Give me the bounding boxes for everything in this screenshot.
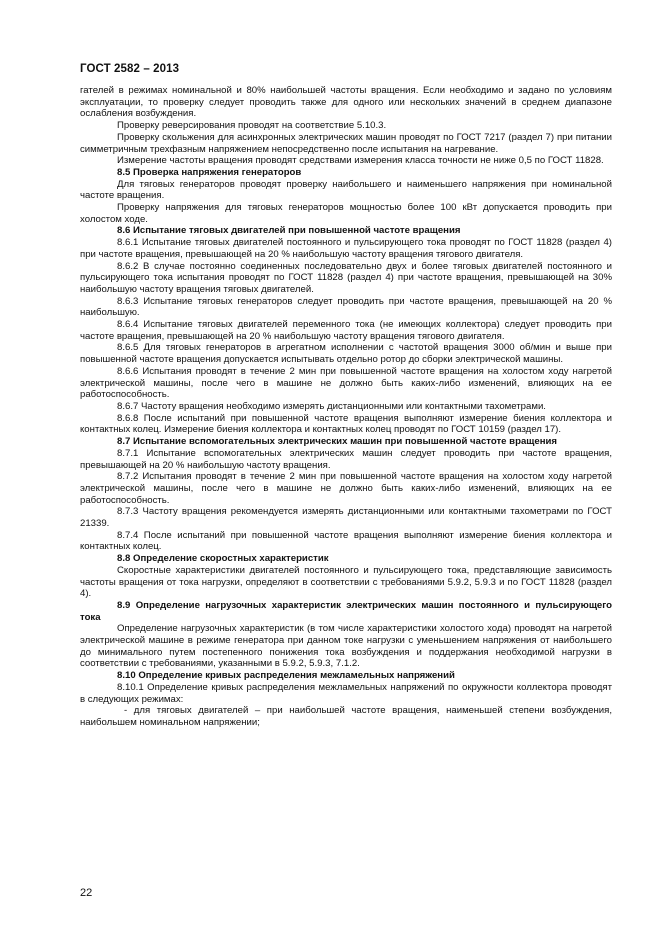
paragraph: 8.6.3 Испытание тяговых генераторов следует проводить при частоте вращения, превышающей на 20 % наибольшую. bbox=[80, 295, 612, 319]
paragraph: Проверку реверсирования проводят на соответствие 5.10.3. bbox=[117, 120, 387, 132]
paragraph: 8.6.8 После испытаний при повышенной частоте вращения выполняют измерение биения коллектора и контактных колец. Измерение биения коллектора и контактных колец проводят по ГОСТ 10159 (раздел 17). bbox=[80, 412, 612, 436]
paragraph: Проверку скольжения для асинхронных электрических машин проводят по ГОСТ 7217 (раздел 7) при питании симметричным трехфазным напряжением непосредственно после испытания на нагревание. bbox=[80, 131, 612, 155]
section-heading: 8.10 Определение кривых распределения межламельных напряжений bbox=[117, 670, 455, 682]
list-item: - для тяговых двигателей – при наибольшей частоте вращения, наименьшей степени возбуждения, наибольшем номинальном напряжении; bbox=[80, 705, 612, 728]
page-number: 22 bbox=[80, 887, 93, 899]
page-header: ГОСТ 2582 – 2013 bbox=[80, 63, 180, 75]
section-heading: 8.6 Испытание тяговых двигателей при повышенной частоте вращения bbox=[117, 225, 461, 237]
paragraph: Для тяговых генераторов проводят проверку наибольшего и наименьшего напряжения при номинальной частоте вращения. bbox=[80, 178, 612, 202]
paragraph: 8.6.4 Испытание тяговых двигателей переменного тока (не имеющих коллектора) следует проводить при частоте вращения, превышающей на 20 % наибольшую частоту вращения тягового двигателя. bbox=[80, 319, 612, 342]
paragraph: 8.7.4 После испытаний при повышенной частоте вращения выполняют измерение биения коллектора и контактных колец. bbox=[80, 529, 612, 553]
section-heading: 8.7 Испытание вспомогательных электрических машин при повышенной частоте вращения bbox=[117, 436, 557, 448]
section-heading: 8.8 Определение скоростных характеристик bbox=[117, 553, 329, 565]
paragraph: 8.6.1 Испытание тяговых двигателей постоянного и пульсирующего тока проводят по ГОСТ 11828 (раздел 4) при частоте вращения, превышающей на 20 % наибольшую частоту вращения тягового двигателя. bbox=[80, 237, 612, 260]
paragraph: гателей в режимах номинальной и 80% наибольшей частоты вращения. Если необходимо и задано по условиям эксплуатации, то проверку следует проводить также для одного или нескольких значений в среднем диапазоне ослабления возбуждения. bbox=[80, 85, 612, 120]
paragraph: Определение нагрузочных характеристик (в том числе характеристики холостого хода) проводят на нагретой электрической машине в режиме генератора при данном токе нагрузки с уменьшением напряжения от наибольшего до минимального путем постепенного понижения тока возбуждения и поддержания необходимой нагрузки в соответствии с требованиями, указанными в 5.9.2, 5.9.3, 7.1.2. bbox=[80, 623, 612, 670]
paragraph: Проверку напряжения для тяговых генераторов мощностью более 100 кВт допускается проводить при холостом ходе. bbox=[80, 202, 612, 225]
paragraph: 8.7.2 Испытания проводят в течение 2 мин при повышенной частоте вращения на холостом ходу нагретой электрической машины, после чего в машине не должно быть каких-либо изменений, влияющих на ее работоспособность. bbox=[80, 471, 612, 506]
paragraph: 8.6.2 В случае постоянно соединенных последовательно двух и более тяговых двигателей постоянного и пульсирующего тока испытания проводят по ГОСТ 11828 (раздел 4) при частоте вращения, превышающей на 30% наибольшую частоту вращения тяговых двигателей. bbox=[80, 260, 612, 295]
paragraph: 8.10.1 Определение кривых распределения межламельных напряжений по окружности коллектора проводят в следующих режимах: bbox=[80, 681, 612, 705]
paragraph: Измерение частоты вращения проводят средствами измерения класса точности не ниже 0,5 по ГОСТ 11828. bbox=[117, 155, 604, 167]
paragraph: 8.6.7 Частоту вращения необходимо измерять дистанционными или контактными тахометрами. bbox=[117, 400, 546, 412]
page-body bbox=[80, 85, 612, 729]
paragraph: 8.6.6 Испытания проводят в течение 2 мин при повышенной частоте вращения на холостом ходу нагретой электрической машины, после чего в машине не должно быть каких-либо изменений, влияющих на ее работоспособность. bbox=[80, 365, 612, 401]
paragraph: Скоростные характеристики двигателей постоянного и пульсирующего тока, представляющие зависимость частоты вращения от тока нагрузки, определяют в соответствии с требованиями 5.9.2, 5.9.3 и по ГОСТ 11828 (раздел 4). bbox=[80, 564, 612, 600]
paragraph: 8.7.3 Частоту вращения рекомендуется измерять дистанционными или контактными тахометрами по ГОСТ 21339. bbox=[80, 506, 612, 530]
paragraph: 8.6.5 Для тяговых генераторов в агрегатном исполнении с частотой вращения 3000 об/мин и выше при повышенной частоте вращения допускается испытывать отдельно ротор до сборки электрической машины. bbox=[80, 342, 612, 366]
section-heading: 8.9 Определение нагрузочных характеристик электрических машин постоянного и пульсирующего тока bbox=[80, 599, 612, 623]
paragraph: 8.7.1 Испытание вспомогательных электрических машин следует проводить при частоте вращения, превышающей на 20 % наибольшую частоту вращения. bbox=[80, 447, 612, 471]
section-heading: 8.5 Проверка напряжения генераторов bbox=[117, 166, 302, 178]
